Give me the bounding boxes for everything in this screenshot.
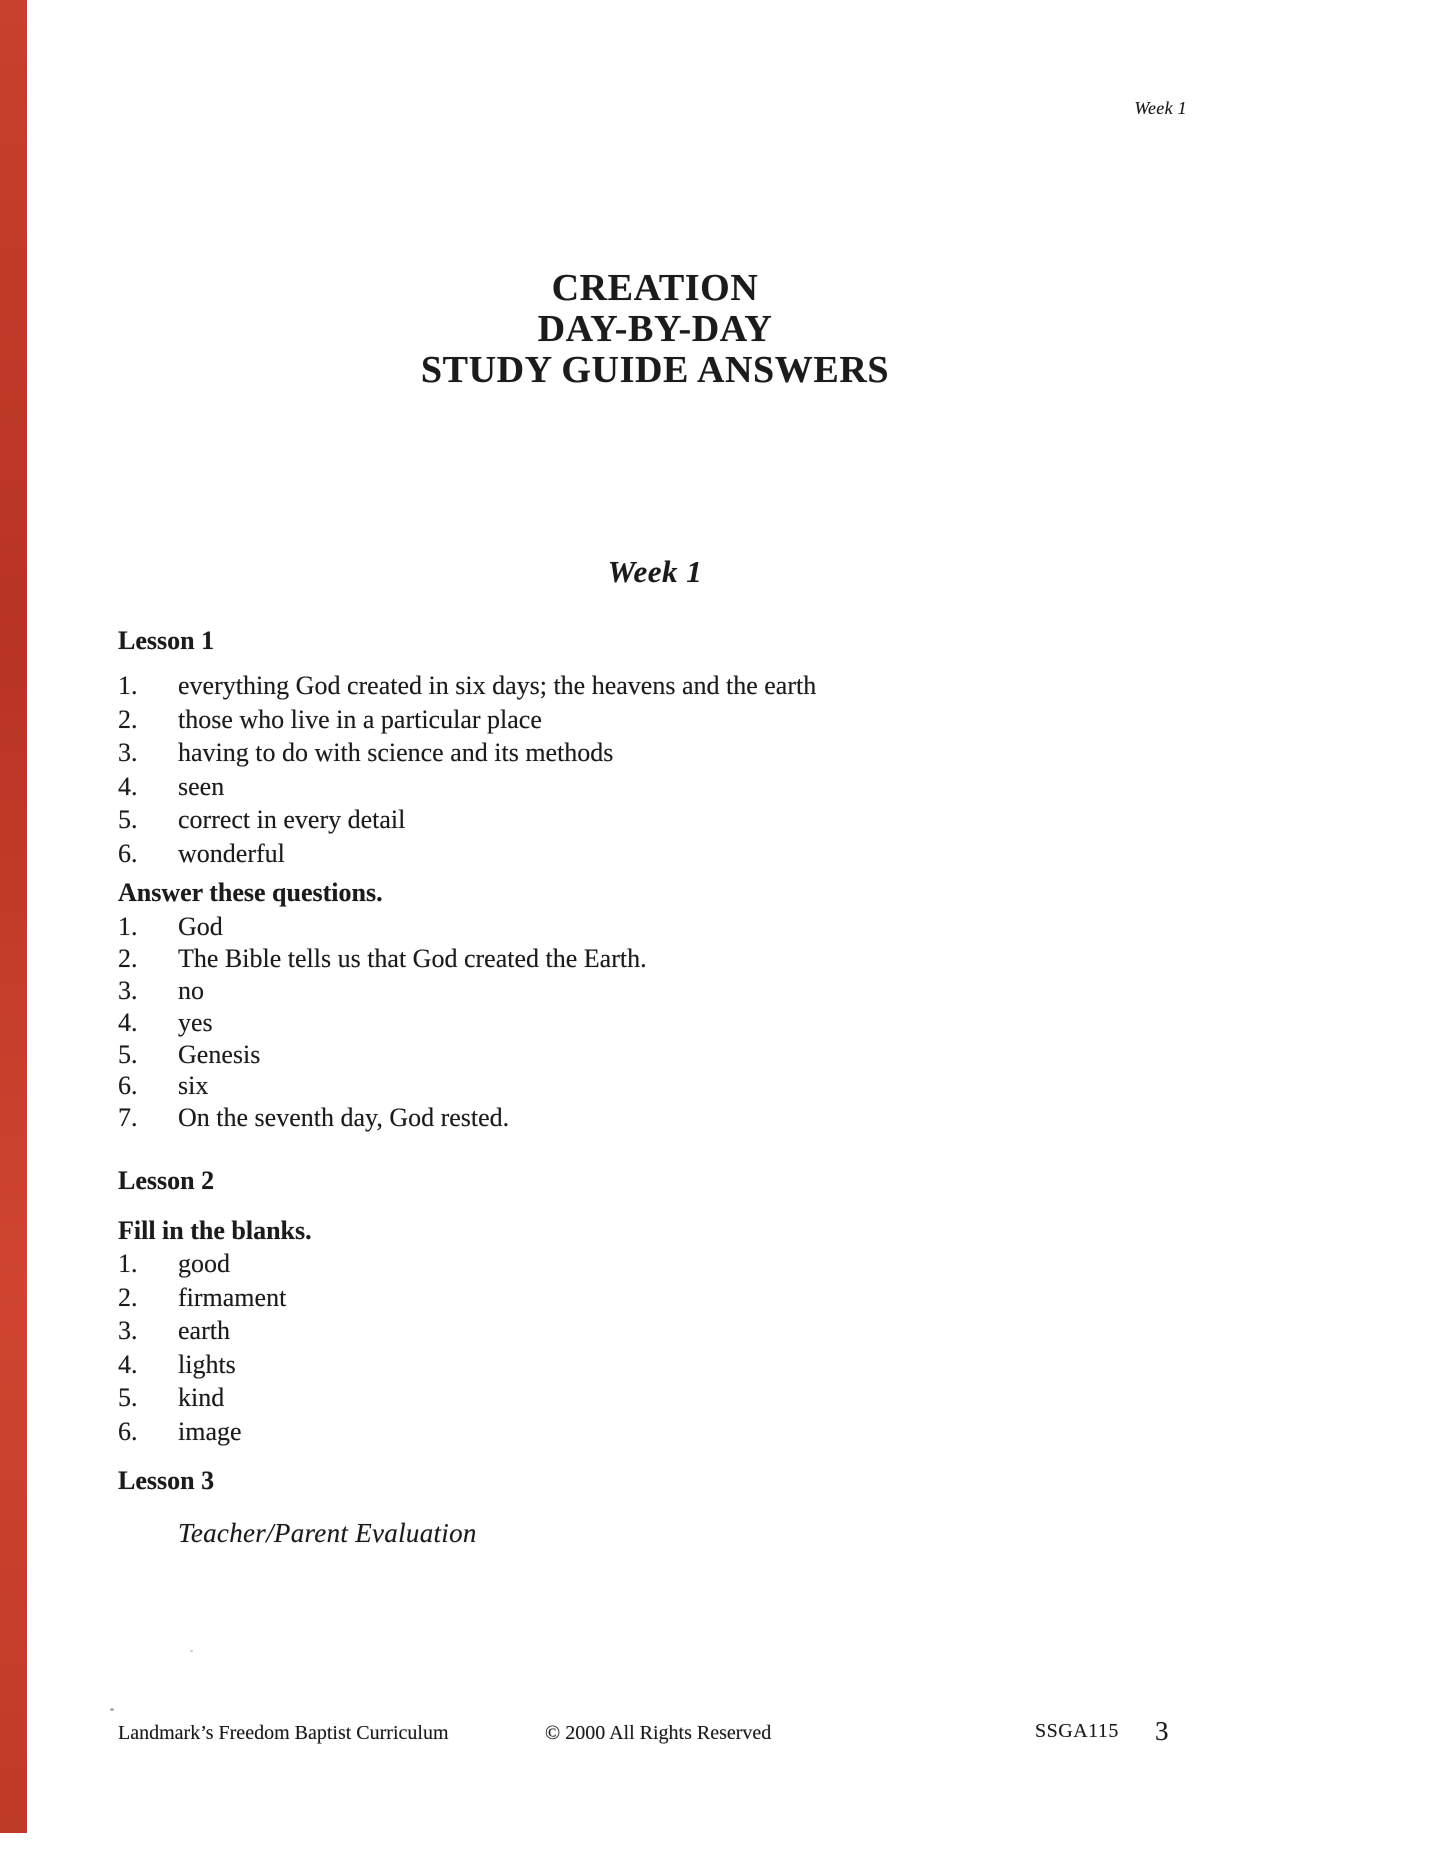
item-text: The Bible tells us that God created the Earth.: [178, 943, 647, 973]
list-item: [118, 738, 1192, 772]
teacher-parent-evaluation-note: Teacher/Parent Evaluation: [178, 1518, 477, 1548]
item-number: 4.: [118, 1007, 138, 1037]
list-item: [118, 1008, 1192, 1040]
item-text: earth: [178, 1316, 230, 1345]
list-item: [118, 976, 1192, 1008]
item-text: God: [178, 912, 223, 941]
item-text: On the seventh day, God rested.: [178, 1103, 510, 1133]
footer-code: SSGA115: [1035, 1720, 1119, 1742]
item-number: 3.: [118, 738, 138, 768]
page-footer: [118, 1716, 1192, 1770]
running-header-week: Week 1: [1134, 98, 1187, 118]
list-item: [118, 1103, 1192, 1135]
title-line-2: DAY-BY-DAY: [537, 308, 773, 350]
item-text: kind: [178, 1383, 225, 1412]
list-item: [118, 839, 1192, 873]
list-item: [118, 1316, 1192, 1350]
lesson1-answers-list: [118, 912, 1192, 1135]
item-text: no: [178, 975, 204, 1005]
list-item: [118, 1040, 1192, 1072]
item-text: those who live in a particular place: [178, 704, 542, 734]
list-item: [118, 1249, 1192, 1283]
item-text: Genesis: [178, 1039, 261, 1069]
item-text: having to do with science and its methods: [178, 738, 614, 768]
list-item: [118, 671, 1192, 705]
item-text: firmament: [178, 1282, 287, 1312]
item-number: 2.: [118, 943, 138, 973]
item-text: six: [178, 1071, 209, 1101]
item-number: 7.: [118, 1103, 138, 1133]
item-number: 5.: [118, 1383, 138, 1412]
list-item: [118, 1071, 1192, 1103]
list-item: [118, 772, 1192, 806]
item-number: 5.: [118, 805, 138, 835]
item-text: image: [178, 1416, 242, 1446]
scan-speck: [190, 1650, 193, 1652]
item-text: wonderful: [178, 838, 285, 868]
item-number: 5.: [118, 1039, 138, 1069]
lesson1-heading: Lesson 1: [118, 626, 215, 655]
item-number: 2.: [118, 1282, 138, 1312]
list-item: [118, 805, 1192, 839]
item-number: 6.: [118, 838, 138, 868]
week-heading: Week 1: [607, 554, 703, 589]
list-item: [118, 1350, 1192, 1384]
lesson2-answers-list: [118, 1249, 1192, 1450]
item-number: 6.: [118, 1071, 138, 1101]
item-text: seen: [178, 771, 225, 801]
scan-edge-strip: [0, 0, 27, 1833]
item-number: 4.: [118, 1349, 138, 1379]
title-line-3: STUDY GUIDE ANSWERS: [420, 349, 890, 391]
list-item: [118, 944, 1192, 976]
item-number: 6.: [118, 1416, 138, 1446]
item-number: 3.: [118, 975, 138, 1005]
fill-blanks-header: Fill in the blanks.: [118, 1216, 312, 1245]
item-text: correct in every detail: [178, 805, 406, 835]
item-number: 1.: [118, 912, 138, 941]
lesson1-vocab-list: [118, 671, 1192, 873]
list-item: [118, 1417, 1192, 1451]
item-number: 2.: [118, 704, 138, 734]
scan-speck: [110, 1708, 114, 1711]
footer-page-number: 3: [1155, 1716, 1169, 1746]
lesson2-heading: Lesson 2: [118, 1166, 215, 1195]
footer-copyright: © 2000 All Rights Reserved: [545, 1722, 772, 1744]
item-number: 1.: [118, 1249, 138, 1278]
list-item: [118, 912, 1192, 944]
document-title: [118, 268, 1192, 391]
item-number: 4.: [118, 771, 138, 801]
item-number: 3.: [118, 1316, 138, 1345]
answer-questions-header: Answer these questions.: [118, 878, 383, 907]
list-item: [118, 705, 1192, 739]
item-text: good: [178, 1249, 230, 1278]
title-line-1: CREATION: [551, 267, 759, 309]
item-text: yes: [178, 1007, 213, 1037]
item-text: everything God created in six days; the heavens and the earth: [178, 671, 817, 700]
item-number: 1.: [118, 671, 138, 700]
list-item: [118, 1283, 1192, 1317]
lesson3-heading: Lesson 3: [118, 1466, 215, 1495]
footer-publisher: Landmark’s Freedom Baptist Curriculum: [118, 1722, 449, 1744]
list-item: [118, 1383, 1192, 1417]
item-text: lights: [178, 1349, 236, 1379]
